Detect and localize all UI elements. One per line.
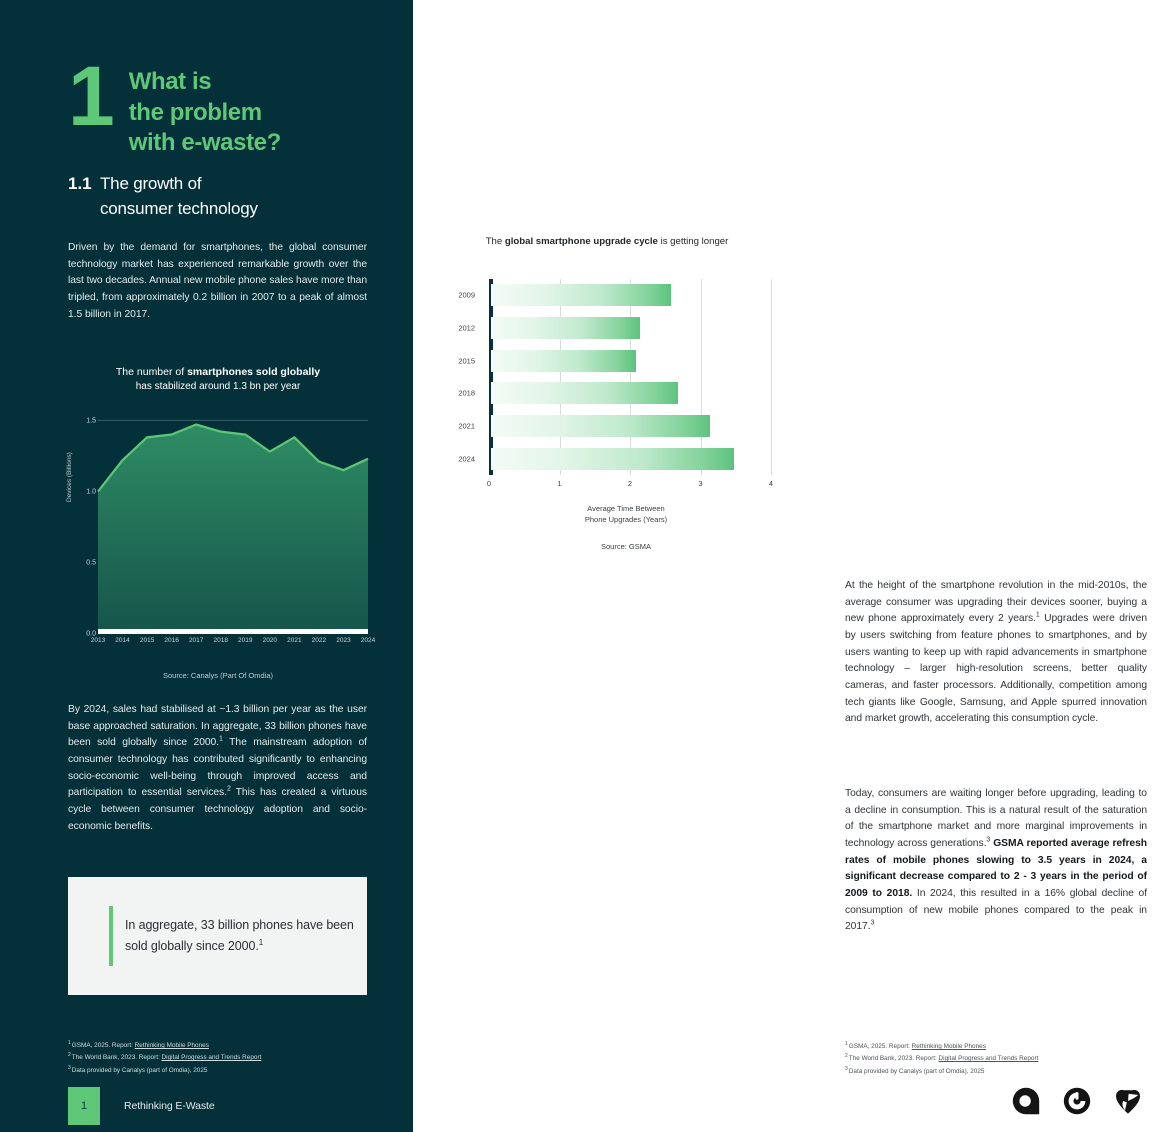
bar-chart-gridline: [701, 279, 702, 475]
footnote-marker: 2: [68, 1052, 71, 1059]
logo-mark-two-icon: [1062, 1086, 1092, 1116]
pull-quote-accent-bar: [109, 906, 113, 966]
footnote-marker: 1: [68, 1039, 71, 1046]
footnote-marker: 1: [845, 1040, 848, 1047]
bar-chart-category-label: 2024: [458, 454, 475, 464]
section-title: [100, 172, 258, 221]
area-chart-y-tick-label: 0.0: [86, 630, 96, 638]
section-title-line-2: consumer technology: [100, 198, 258, 218]
footnote-text: GSMA, 2025. Report:: [71, 1042, 135, 1049]
area-chart-x-tick-label: 2020: [262, 637, 278, 645]
footnote-row: [845, 1053, 1155, 1065]
bar-chart-title-prefix: The: [485, 236, 505, 247]
footnotes-left: [68, 1040, 378, 1077]
left-paragraph-2-part-2: The mainstream adoption of consumer technology has contributed significantly to enhancing socio-economic well-being through improved access and participation to essential services.: [68, 737, 367, 799]
left-paragraph-2-part-1: By 2024, sales had stabilised at ~1.3 billion per year as the user base approached saturation. In aggregate, 33 billion phones have been sold globally since 2000.: [68, 704, 367, 749]
footnote-marker: 3: [68, 1064, 71, 1071]
chapter-heading: [68, 49, 281, 159]
left-paragraph-2-part-3: This has created a virtuous cycle between consumer technology adoption and socio-economic benefits.: [68, 787, 368, 832]
area-chart-x-tick-label: 2017: [188, 637, 204, 645]
chapter-number: 1: [68, 49, 113, 143]
bar-chart-title-suffix: is getting longer: [657, 236, 729, 247]
logo-mark-three-icon: [1113, 1086, 1143, 1116]
logo-mark-one-icon: [1011, 1086, 1041, 1116]
area-chart-plot-area: [66, 406, 368, 638]
pull-quote-body: In aggregate, 33 billion phones have been sold globally since 2000.: [125, 917, 354, 953]
right-paragraph-1-part-2: Upgrades were driven by users switching from feature phones to smartphones, and by users wanting to keep up with rapid advancements in smartphone technology – larger high-resolution screens, better quality cameras, and faster processors. Additionally, competition among tech giants like Google, Samsung, and Apple spurred innovation and market growth, accelerating this consumption cycle.: [845, 613, 1147, 725]
area-chart-svg: [98, 406, 368, 634]
bar-chart-bar: [491, 415, 710, 437]
bar-chart-category-label: 2015: [458, 356, 475, 366]
chapter-title-line-2: the problem: [128, 98, 262, 126]
bar-chart-axis-title-line-2: Phone Upgrades (Years): [584, 515, 668, 525]
footnote-ref-3b: 3: [870, 919, 875, 927]
footnote-row: [68, 1052, 378, 1064]
area-chart-y-ticks: [68, 406, 96, 638]
area-chart-title-bold: smartphones sold globally: [187, 366, 321, 378]
partner-logos: [1011, 1086, 1143, 1116]
area-chart-x-tick-label: 2024: [360, 637, 376, 645]
footnote-ref-1: 1: [219, 735, 223, 743]
area-chart-y-tick-label: 0.5: [86, 559, 96, 567]
footnote-ref-3: 3: [986, 836, 991, 844]
area-chart-x-tick-label: 2016: [164, 637, 179, 645]
area-chart-x-tick-label: 2023: [336, 637, 351, 645]
bar-chart-x-tick-label: 1: [557, 479, 562, 488]
area-chart-x-tick-label: 2019: [238, 637, 253, 645]
footnote-link[interactable]: Rethinking Mobile Phones: [134, 1042, 209, 1049]
bar-chart-category-label: 2012: [458, 323, 475, 333]
section-heading: [68, 172, 258, 221]
footnote-text: Data provided by Canalys (part of Omdia), 2025: [848, 1067, 985, 1075]
right-paragraph-2-part-1: Today, consumers are waiting longer before upgrading, leading to a decline in consumption. This is a natural result of the saturation of the smartphone market and more marginal improvements in technology across generations.: [845, 788, 1147, 850]
footnote-ref-2: 2: [226, 785, 231, 793]
bar-chart-source: Source: GSMA: [600, 541, 652, 551]
bar-chart-axis-title: [481, 503, 771, 526]
bar-chart-bar: [491, 317, 640, 339]
area-chart-x-tick-label: 2014: [115, 637, 130, 645]
bar-chart-category-label: 2018: [458, 388, 475, 398]
left-paragraph-2: [68, 702, 367, 835]
footnote-row: [68, 1065, 378, 1077]
chapter-title-line-3: with e-waste?: [128, 129, 281, 157]
bar-chart-x-tick-label: 0: [486, 479, 492, 488]
footnote-row: [845, 1041, 1155, 1053]
footer-document-title: Rethinking E-Waste: [124, 1100, 215, 1112]
right-paragraph-2-bold: GSMA reported average refresh rates of mobile phones slowing to 3.5 years in 2024, a significant decrease compared to 2 - 3 years in the period of 2009 to 2018.: [845, 838, 1148, 900]
area-chart-x-tick-label: 2022: [311, 637, 327, 645]
area-chart-x-axis: [90, 637, 376, 651]
pull-quote-text: [125, 915, 367, 958]
footnote-ref-1b: 1: [1035, 611, 1040, 619]
footnote-text: Data provided by Canalys (part of Omdia), 2025: [71, 1066, 208, 1074]
right-paragraph-2-part-2: In 2024, this resulted in a 16% global decline of consumption of new mobile phones compared to the peak in 2017.: [845, 888, 1148, 933]
pull-quote-footnote-ref: 1: [258, 937, 264, 947]
area-chart-source: Source: Canalys (Part Of Omdia): [162, 671, 274, 681]
bar-chart-category-label: 2009: [458, 290, 475, 300]
section-number: 1.1: [68, 174, 92, 193]
footnote-marker: 2: [845, 1053, 848, 1060]
bar-chart-x-axis: [486, 479, 774, 495]
footnote-row: [845, 1066, 1155, 1078]
bar-chart-bar: [491, 448, 734, 470]
bar-chart-title-bold: global smartphone upgrade cycle: [504, 236, 658, 247]
area-chart-baseline: [98, 629, 368, 634]
bar-chart-x-tick-label: 3: [698, 479, 703, 488]
area-chart-y-tick-label: 1.0: [86, 488, 96, 496]
smartphones-sold-area-chart: [66, 364, 376, 681]
bar-chart-value-axis-line: [489, 279, 493, 475]
area-chart-x-tick-label: 2021: [287, 637, 302, 645]
footnote-text: The World Bank, 2023. Report:: [848, 1055, 939, 1063]
area-chart-canvas: [98, 406, 368, 634]
bar-chart-axis-title-line-1: Average Time Between: [587, 504, 665, 513]
area-chart-title: [68, 364, 368, 380]
smartphone-upgrade-cycle-bar-chart: [431, 236, 783, 551]
bar-chart-gridline: [771, 279, 772, 475]
bar-chart-x-tick-label: 4: [768, 479, 774, 488]
area-chart-y-axis-label: Devices (Billions): [66, 452, 73, 503]
bar-chart-gridline: [630, 279, 631, 475]
pull-quote-box: [68, 877, 367, 995]
chapter-title-line-1: What is: [128, 68, 212, 95]
chapter-title: [129, 62, 281, 159]
footnote-link[interactable]: Digital Progress and Trends Report: [938, 1055, 1039, 1063]
area-chart-y-tick-label: 1.5: [86, 417, 96, 425]
section-title-line-1: The growth of: [100, 174, 202, 193]
area-chart-title-prefix: The number of: [115, 366, 188, 378]
area-chart-subtitle: has stabilized around 1.3 bn per year: [135, 381, 301, 393]
footnotes-right: [845, 1041, 1155, 1078]
footnote-text: GSMA, 2025. Report:: [848, 1043, 912, 1050]
left-paragraph-1: Driven by the demand for smartphones, the global consumer technology market has experienced remarkable growth over the last two decades. Annual new mobile phone sales have more than tripled, from approximately 0.2 billion in 2007 to a peak of almost 1.5 billion in 2017.: [68, 242, 367, 320]
footnote-link[interactable]: Rethinking Mobile Phones: [911, 1043, 986, 1050]
bar-chart-category-label: 2021: [458, 421, 475, 431]
right-paragraph-1: [845, 578, 1147, 728]
area-chart-x-tick-label: 2018: [213, 637, 228, 645]
bar-chart-x-tick-label: 2: [627, 479, 633, 488]
area-chart-x-tick-label: 2015: [139, 637, 155, 645]
bar-chart-plot-area: [458, 279, 771, 475]
footnote-marker: 3: [845, 1065, 848, 1072]
bar-chart-bar: [491, 350, 636, 372]
right-column: [413, 0, 1148, 1132]
footnote-row: [68, 1040, 378, 1052]
left-column: [0, 0, 413, 1132]
bar-chart-gridline: [560, 279, 561, 475]
bar-chart-bar: [491, 284, 671, 306]
right-paragraph-1-part-1: At the height of the smartphone revolution in the mid-2010s, the average consumer was upgrading their devices sooner, buying a new phone approximately every 2 years.: [845, 580, 1147, 625]
bar-chart-bar: [491, 382, 678, 404]
area-chart-x-tick-label: 2013: [90, 637, 106, 645]
bar-chart-title: [431, 236, 783, 247]
footnote-link[interactable]: Digital Progress and Trends Report: [161, 1054, 262, 1062]
page-number-badge: 1: [68, 1087, 100, 1125]
right-paragraph-2: [845, 786, 1147, 936]
footnote-text: The World Bank, 2023. Report:: [71, 1054, 162, 1062]
